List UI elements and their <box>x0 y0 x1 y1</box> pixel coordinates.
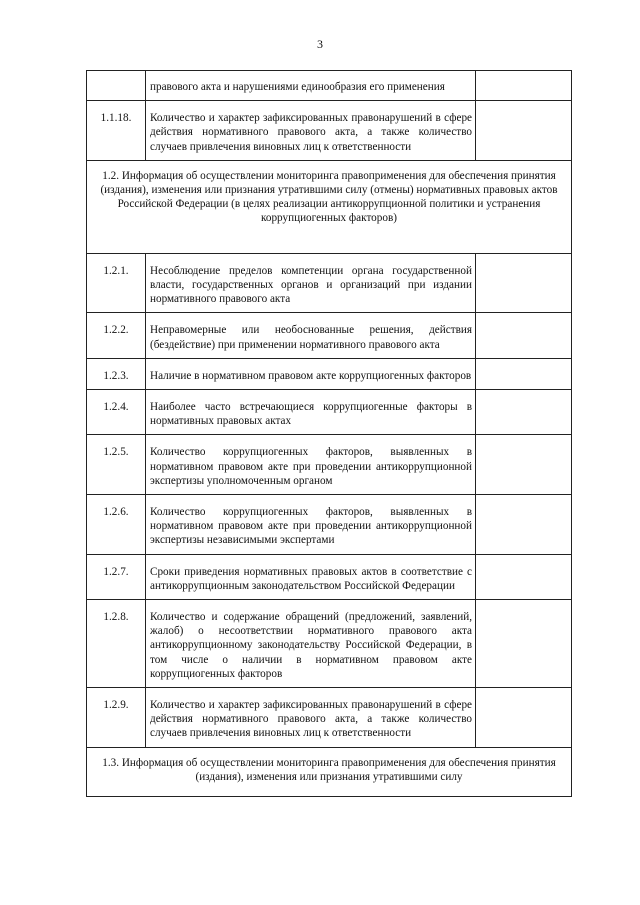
row-number: 1.2.4. <box>87 390 146 435</box>
row-text: Наиболее часто встречающиеся коррупциогенные факторы в нормативных правовых актах <box>146 390 476 435</box>
row-number: 1.2.8. <box>87 600 146 688</box>
value-cell <box>476 101 572 161</box>
row-text: Количество коррупциогенных факторов, выявленных в нормативном правовом акте при проведении антикоррупционной экспертизы уполномоченным органом <box>146 435 476 495</box>
row-text: Количество и содержание обращений (предложений, заявлений, жалоб) о несоответствии нормативного правового акта антикоррупционному законодательству Российской Федерации, в том числе о наличии в нормативном правовом акте коррупциогенных факторов <box>146 600 476 688</box>
row-text: правового акта и нарушениями единообразия его применения <box>146 71 476 101</box>
row-text: Количество и характер зафиксированных правонарушений в сфере действия нормативного правового акта, а также количество случаев привлечения виновных лиц к ответственности <box>146 688 476 748</box>
page-number: 3 <box>317 37 323 51</box>
value-cell <box>476 600 572 688</box>
value-cell <box>476 688 572 748</box>
value-cell <box>476 71 572 101</box>
monitoring-table <box>86 70 572 797</box>
row-number: 1.2.3. <box>87 358 146 389</box>
table-row <box>87 101 572 161</box>
table-row <box>87 688 572 748</box>
value-cell <box>476 554 572 599</box>
table-row <box>87 390 572 435</box>
value-cell <box>476 253 572 313</box>
section-heading-row <box>87 160 572 253</box>
row-number: 1.2.2. <box>87 313 146 358</box>
row-number: 1.2.7. <box>87 554 146 599</box>
section-heading: 1.2. Информация об осуществлении мониторинга правоприменения для обеспечения принятия (издания), изменения или признания утратившими силу (отмены) нормативных правовых актов Российской Федерации (в целях реализации антикоррупционной политики и устранения коррупциогенных факторов) <box>87 160 572 253</box>
row-text: Несоблюдение пределов компетенции органа государственной власти, государственных органов и организаций при издании нормативного правового акта <box>146 253 476 313</box>
section-heading: 1.3. Информация об осуществлении мониторинга правоприменения для обеспечения принятия (издания), изменения или признания утратившими силу <box>87 747 572 796</box>
row-number <box>87 71 146 101</box>
value-cell <box>476 495 572 555</box>
row-number: 1.2.6. <box>87 495 146 555</box>
value-cell <box>476 390 572 435</box>
row-number: 1.2.1. <box>87 253 146 313</box>
value-cell <box>476 435 572 495</box>
table-row <box>87 495 572 555</box>
table-row <box>87 435 572 495</box>
row-text: Количество и характер зафиксированных правонарушений в сфере действия нормативного правового акта, а также количество случаев привлечения виновных лиц к ответственности <box>146 101 476 161</box>
row-number: 1.1.18. <box>87 101 146 161</box>
table-row <box>87 71 572 101</box>
table-row <box>87 554 572 599</box>
row-text: Количество коррупциогенных факторов, выявленных в нормативном правовом акте при проведении антикоррупционной экспертизы независимыми экспертами <box>146 495 476 555</box>
row-number: 1.2.9. <box>87 688 146 748</box>
table-row <box>87 358 572 389</box>
value-cell <box>476 358 572 389</box>
row-text: Сроки приведения нормативных правовых актов в соответствие с антикоррупционным законодательством Российской Федерации <box>146 554 476 599</box>
table-row <box>87 253 572 313</box>
table-row <box>87 600 572 688</box>
value-cell <box>476 313 572 358</box>
row-text: Неправомерные или необоснованные решения, действия (бездействие) при применении нормативного правового акта <box>146 313 476 358</box>
section-heading-row <box>87 747 572 796</box>
row-number: 1.2.5. <box>87 435 146 495</box>
row-text: Наличие в нормативном правовом акте коррупциогенных факторов <box>146 358 476 389</box>
table-row <box>87 313 572 358</box>
